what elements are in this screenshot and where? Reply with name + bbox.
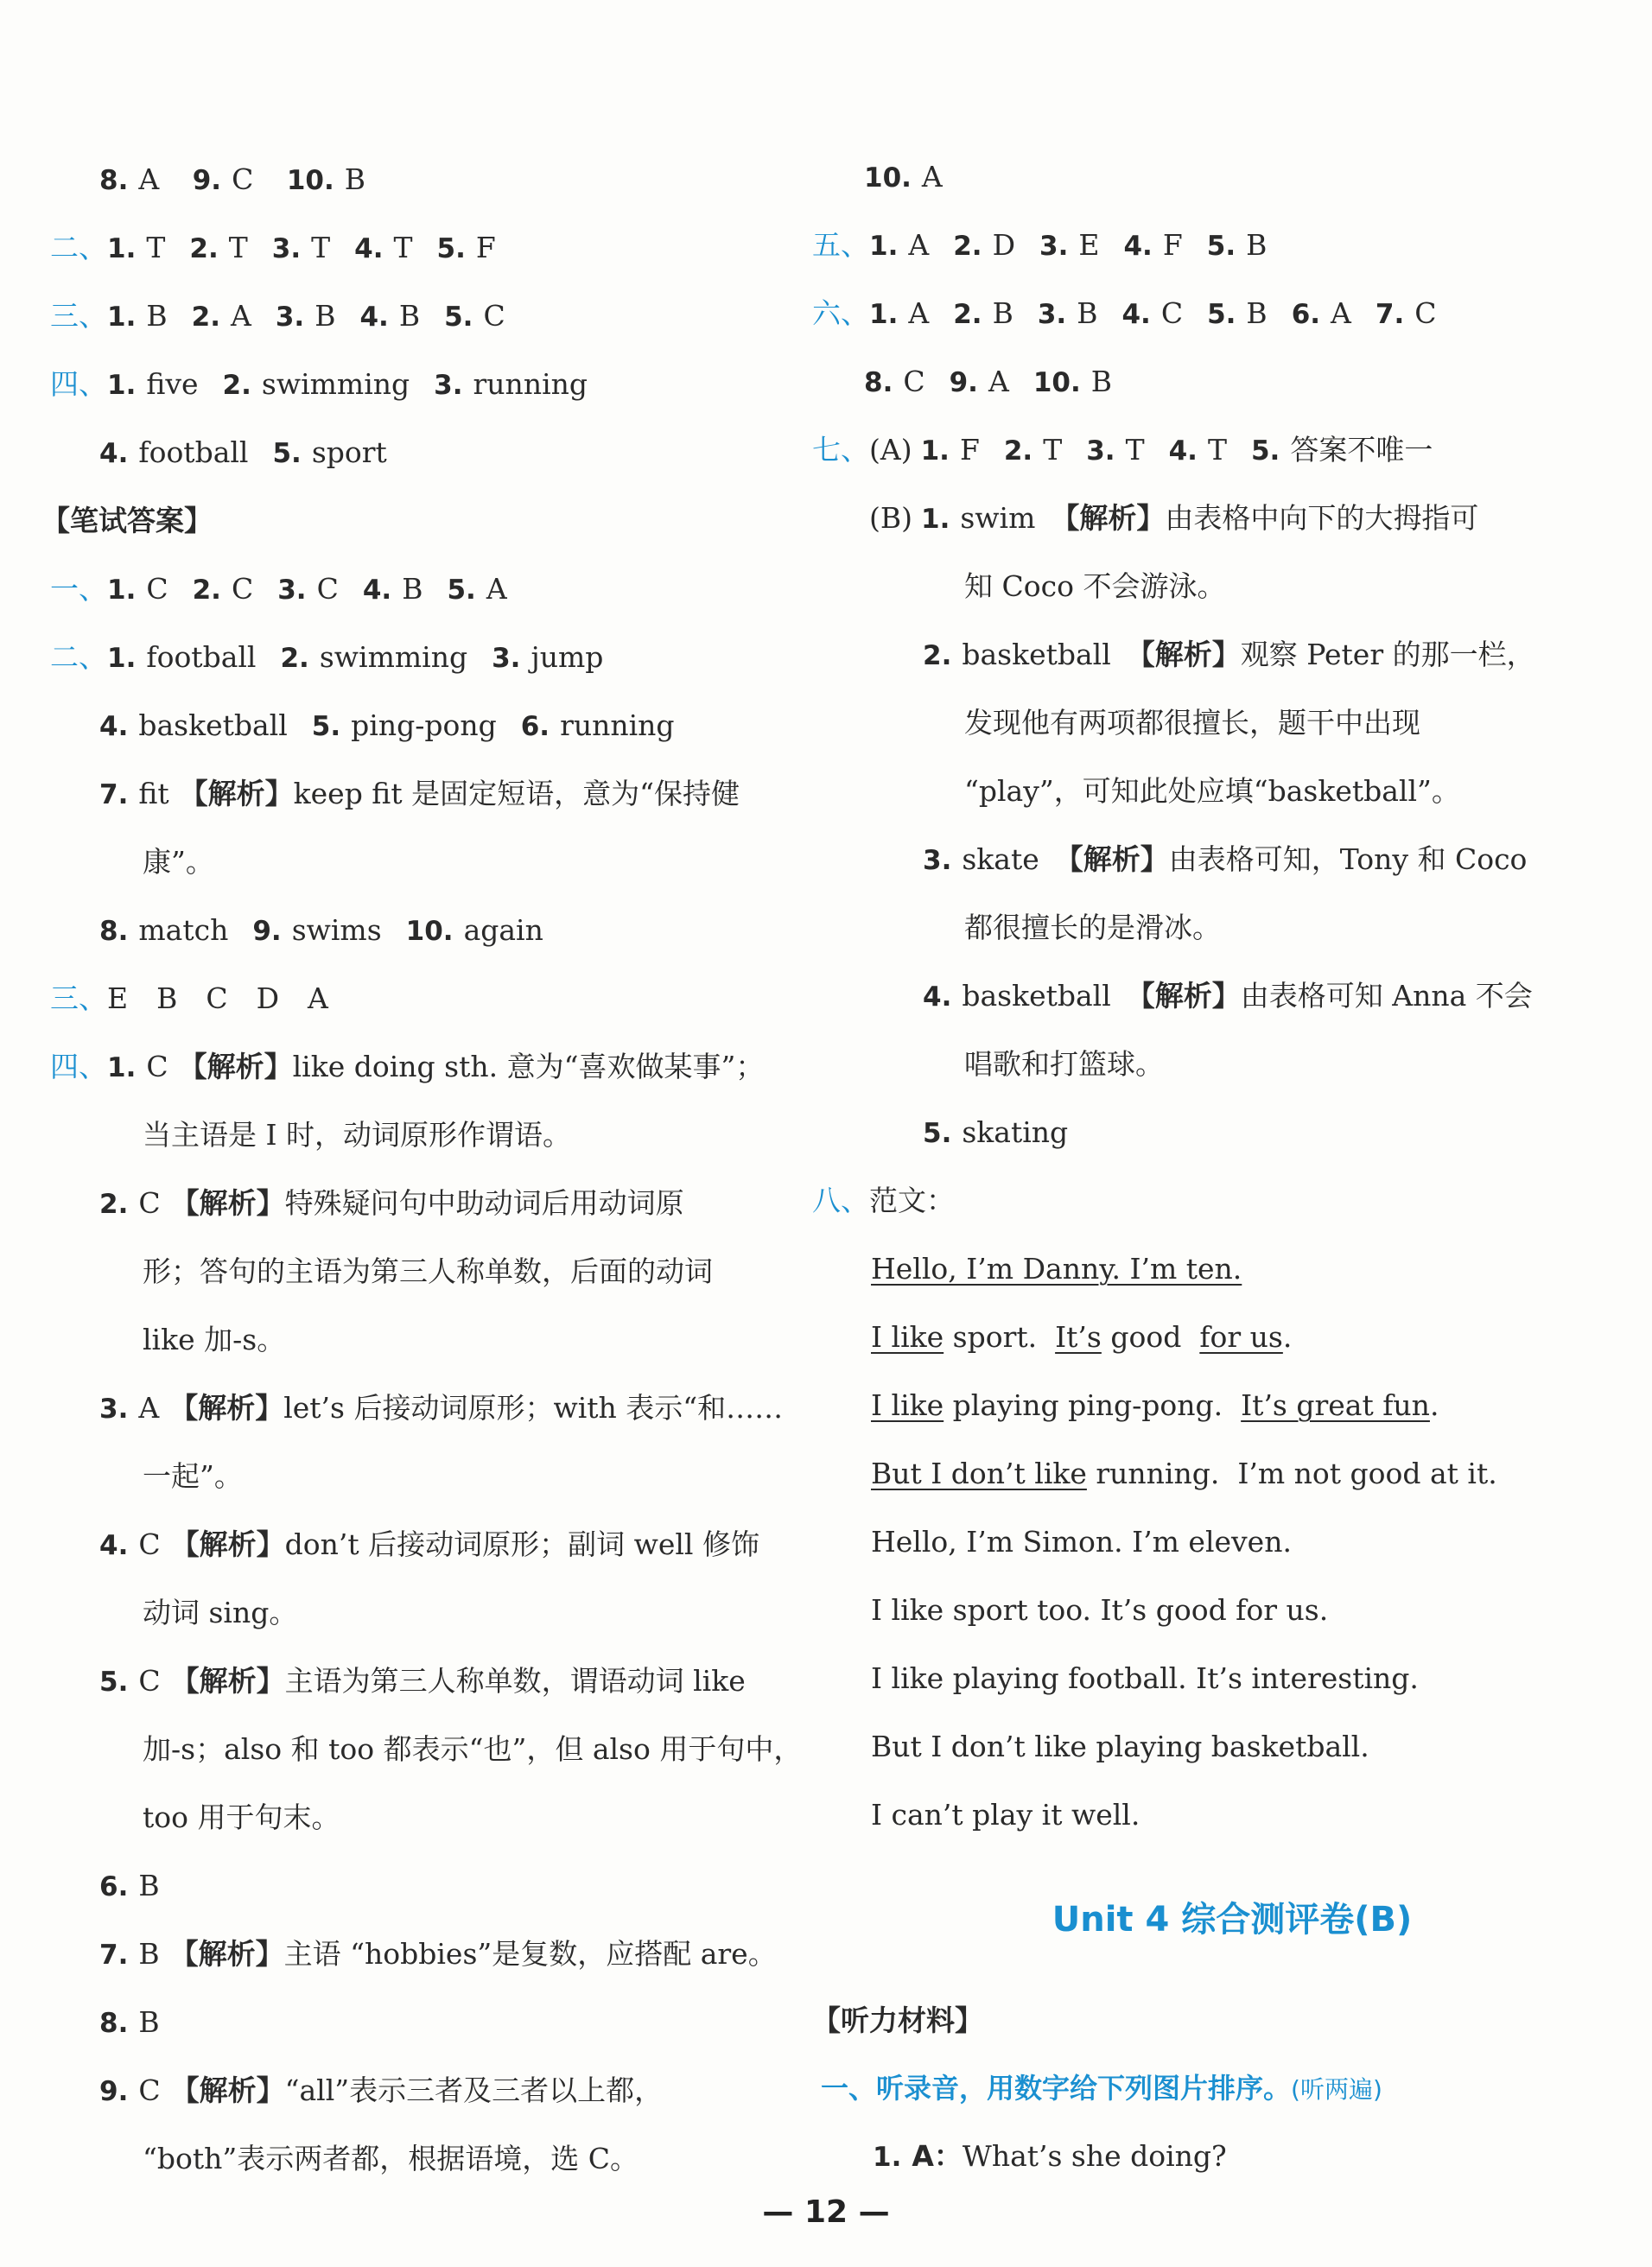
section-7b-2-line2: 发现他有两项都很擅长，题干中出现: [964, 706, 1420, 740]
unit-title: Unit 4 综合测评卷(B): [1052, 1900, 1413, 1940]
written-4-2-line2: 形；答句的主语为第三人称单数，后面的动词: [143, 1254, 713, 1288]
essay-line-6: I like sport too. It’s good for us.: [871, 1593, 1329, 1627]
section-4-answers-a: 四、1. five 2. swimming 3. running: [50, 367, 588, 401]
section-7b-3-line2: 都很擅长的是滑冰。: [964, 911, 1221, 944]
essay-line-5: Hello, I’m Simon. I’m eleven.: [871, 1525, 1292, 1559]
written-2-7-line1: 7. fit 【解析】keep fit 是固定短语，意为“保持健: [99, 777, 740, 810]
written-4-2-line1: 2. C 【解析】特殊疑问句中助动词后用动词原: [99, 1186, 684, 1220]
written-4-6: 6. B: [99, 1869, 160, 1902]
written-section-1: 一、1. C 2. C 3. C 4. B 5. A: [50, 572, 507, 606]
written-4-2-line3: like 加-s。: [143, 1323, 286, 1356]
written-answers-header: 【笔试答案】: [41, 504, 213, 537]
section-7a-answers: 七、(A) 1. F 2. T 3. T 4. T 5. 答案不唯一: [812, 433, 1433, 467]
section-7b-4-line1: 4. basketball 【解析】由表格可知 Anna 不会: [923, 979, 1533, 1013]
section-6-answers-a: 六、1. A 2. B 3. B 4. C 5. B 6. A 7. C: [812, 296, 1437, 330]
answer-row-10: 10. A: [864, 160, 943, 194]
written-4-1-line1: 四、1. C 【解析】like doing sth. 意为“喜欢做某事”；: [50, 1050, 765, 1083]
essay-line-9: I can’t play it well.: [871, 1798, 1141, 1832]
section-7b-3-line1: 3. skate 【解析】由表格可知，Tony 和 Coco: [923, 842, 1528, 876]
section-7b-2-line1: 2. basketball 【解析】观察 Peter 的那一栏，: [923, 638, 1535, 671]
section-7b-1-line2: 知 Coco 不会游泳。: [964, 569, 1226, 603]
written-section-2a: 二、1. football 2. swimming 3. jump: [50, 640, 604, 674]
written-4-1-line2: 当主语是 I 时，动词原形作谓语。: [143, 1118, 572, 1152]
section-7b-1-line1: (B) 1. swim 【解析】由表格中向下的大拇指可: [869, 501, 1479, 535]
written-4-8: 8. B: [99, 2005, 160, 2039]
written-4-3-line2: 一起”。: [143, 1459, 243, 1493]
page-number: — 12 —: [762, 2194, 890, 2230]
essay-line-2: I like sport. It’s good for us.: [871, 1320, 1293, 1354]
essay-line-8: But I don’t like playing basketball.: [871, 1730, 1369, 1763]
essay-line-1: Hello, I’m Danny. I’m ten.: [871, 1252, 1242, 1286]
written-4-3-line1: 3. A 【解析】let’s 后接动词原形；with 表示“和……: [99, 1391, 784, 1425]
written-4-9-line2: “both”表示两者都，根据语境，选 C。: [143, 2142, 639, 2175]
section-6-answers-b: 8. C 9. A 10. B: [864, 365, 1112, 398]
section-5-answers: 五、1. A 2. D 3. E 4. F 5. B: [812, 228, 1268, 262]
written-4-9-line1: 9. C 【解析】“all”表示三者及三者以上都，: [99, 2073, 664, 2107]
listening-material-header: 【听力材料】: [812, 2003, 983, 2037]
written-4-5-line2: 加-s；also 和 too 都表示“也”，但 also 用于句中，: [143, 1732, 803, 1766]
essay-line-4: But I don’t like running. I’m not good at it.: [871, 1457, 1497, 1490]
section-7b-2-line3: “play”，可知此处应填“basketball”。: [964, 774, 1460, 808]
essay-line-7: I like playing football. It’s interesting.: [871, 1661, 1419, 1695]
written-4-5-line3: too 用于句末。: [143, 1800, 340, 1834]
essay-line-3: I like playing ping-pong. It’s great fun.: [871, 1388, 1439, 1422]
written-section-2b: 4. basketball 5. ping-pong 6. running: [99, 708, 675, 742]
section-7b-4-line2: 唱歌和打篮球。: [964, 1047, 1164, 1081]
section-2-answers: 二、1. T 2. T 3. T 4. T 5. F: [50, 231, 496, 264]
written-4-5-line1: 5. C 【解析】主语为第三人称单数，谓语动词 like: [99, 1664, 746, 1698]
written-4-7: 7. B 【解析】主语 “hobbies”是复数，应搭配 are。: [99, 1937, 777, 1971]
answer-row-8-10: 8. A 9. C 10. B: [99, 162, 365, 196]
listening-section-1-title: 一、听录音，用数字给下列图片排序。(听两遍): [821, 2072, 1382, 2105]
listening-q1: 1. A：What’s she doing?: [873, 2139, 1227, 2173]
written-4-4-line2: 动词 sing。: [143, 1596, 298, 1629]
section-8-header: 八、范文：: [812, 1184, 955, 1217]
written-4-4-line1: 4. C 【解析】don’t 后接动词原形；副词 well 修饰: [99, 1527, 759, 1561]
written-section-3: 三、E B C D A: [50, 981, 328, 1015]
written-2-7-line2: 康”。: [143, 845, 214, 879]
written-section-2c: 8. match 9. swims 10. again: [99, 913, 543, 947]
section-7b-5: 5. skating: [923, 1115, 1069, 1149]
section-3-answers: 三、1. B 2. A 3. B 4. B 5. C: [50, 299, 505, 333]
section-4-answers-b: 4. football 5. sport: [99, 435, 387, 469]
